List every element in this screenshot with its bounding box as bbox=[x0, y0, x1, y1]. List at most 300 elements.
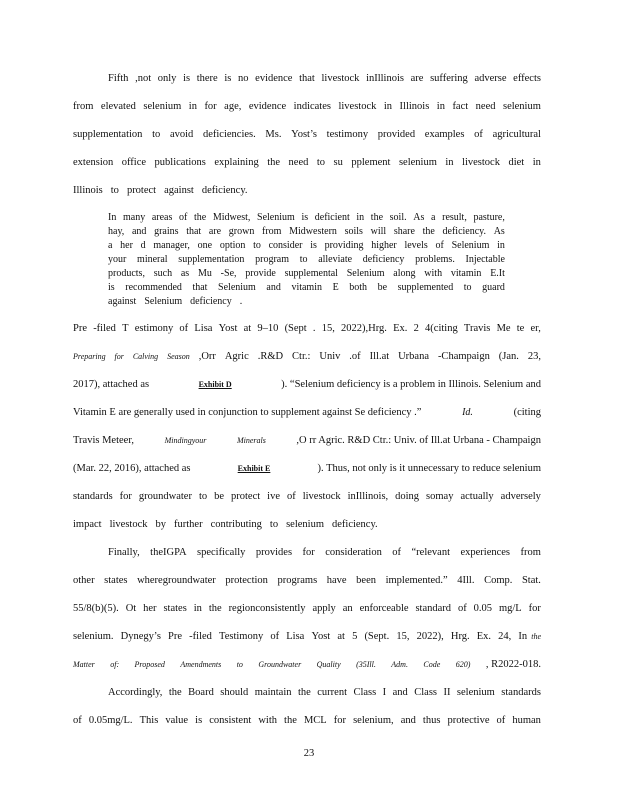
word: 15, bbox=[396, 631, 410, 642]
word: thus bbox=[422, 715, 441, 726]
word: 4(citing bbox=[425, 323, 458, 334]
word: her bbox=[143, 603, 157, 614]
word: Selenium bbox=[257, 212, 295, 223]
word: provide bbox=[245, 268, 276, 279]
word: current bbox=[317, 687, 347, 698]
word: of bbox=[457, 603, 467, 614]
word: suffering bbox=[430, 73, 468, 84]
word: her bbox=[120, 240, 133, 251]
word: deficiency. bbox=[201, 185, 248, 196]
word: avoid bbox=[169, 129, 194, 140]
paragraph-2-line-2 bbox=[73, 350, 541, 363]
word: As bbox=[413, 212, 425, 223]
word: Lisa bbox=[286, 631, 305, 642]
word: is bbox=[195, 715, 203, 726]
word: such bbox=[153, 268, 173, 279]
word: in bbox=[436, 101, 445, 112]
word: the bbox=[297, 687, 311, 698]
citation-title-word: Groundwater bbox=[258, 660, 302, 669]
blockquote-line-1 bbox=[108, 212, 505, 223]
word: the bbox=[284, 715, 297, 726]
text-fragment: 2017), attached as bbox=[73, 379, 150, 390]
word: to bbox=[110, 185, 119, 196]
word: deficiency. bbox=[332, 519, 378, 530]
word: provided bbox=[377, 129, 416, 140]
citation-title-word: Proposed bbox=[134, 660, 165, 669]
citation-title-word: Minerals bbox=[236, 436, 266, 445]
word: further bbox=[174, 519, 203, 530]
word: ,not bbox=[135, 73, 152, 84]
word: adversely bbox=[500, 491, 541, 502]
word: regionconsistently bbox=[228, 603, 306, 614]
word: livestock bbox=[462, 157, 500, 168]
blockquote-line-3 bbox=[108, 240, 505, 251]
word: need bbox=[475, 101, 496, 112]
word: levels bbox=[404, 240, 428, 251]
word: is bbox=[310, 240, 317, 251]
word: Selenium bbox=[346, 268, 385, 279]
word: fact bbox=[452, 101, 469, 112]
word: supplemented bbox=[397, 282, 454, 293]
word: This bbox=[139, 715, 159, 726]
word: deficiency bbox=[190, 296, 232, 307]
word: to bbox=[253, 240, 261, 251]
word: in bbox=[193, 603, 202, 614]
citation-word: -Champaign bbox=[437, 351, 490, 362]
word: wheregroundwater bbox=[137, 575, 216, 586]
paragraph-2-line-4 bbox=[73, 406, 541, 419]
word: of bbox=[179, 212, 188, 223]
paragraph-1-line-3 bbox=[73, 128, 541, 141]
word: . bbox=[312, 323, 316, 334]
word: for bbox=[333, 715, 347, 726]
word: In bbox=[108, 212, 117, 223]
word: be bbox=[377, 282, 388, 293]
word: deficiency bbox=[362, 254, 405, 265]
text-fragment bbox=[73, 630, 527, 643]
text-fragment: Vitamin E are generally used in conjunction to supplement against Se deficiency .” bbox=[73, 407, 422, 418]
citation-word: Agric bbox=[224, 351, 249, 362]
word: Ms. bbox=[265, 129, 282, 140]
word: As bbox=[493, 226, 505, 237]
word: Comp. bbox=[484, 575, 513, 586]
word: somay bbox=[426, 491, 454, 502]
word: standards bbox=[501, 687, 541, 698]
word: been bbox=[356, 575, 376, 586]
word: Injectable bbox=[465, 254, 505, 265]
paragraph-2-line-5 bbox=[73, 434, 541, 447]
word: enforceable bbox=[359, 603, 409, 614]
word: to bbox=[152, 129, 161, 140]
word: 4Ill. bbox=[457, 575, 475, 586]
word: that bbox=[192, 282, 208, 293]
word: inIllinois, bbox=[347, 491, 389, 502]
citation-word: Ill.at bbox=[369, 351, 390, 362]
paragraph-2-line-8 bbox=[73, 518, 541, 531]
word: with bbox=[424, 268, 443, 279]
word: are bbox=[208, 226, 222, 237]
word: In bbox=[518, 631, 528, 642]
word: of bbox=[179, 323, 189, 334]
word: -Se, bbox=[220, 268, 237, 279]
word: other bbox=[73, 575, 95, 586]
word: indicates bbox=[293, 101, 331, 112]
word: inIllinois bbox=[366, 73, 404, 84]
word: agricultural bbox=[492, 129, 541, 140]
word: human bbox=[512, 715, 541, 726]
word: many bbox=[122, 212, 146, 223]
paragraph-3-line-5 bbox=[73, 658, 541, 671]
text-fragment: (citing bbox=[513, 407, 541, 418]
word: livestock bbox=[321, 73, 360, 84]
paragraph-3-line-4 bbox=[73, 630, 541, 643]
word: is bbox=[108, 282, 115, 293]
word: T bbox=[122, 323, 129, 334]
citation-word: Urbana bbox=[398, 351, 429, 362]
word: an bbox=[342, 603, 353, 614]
word: livestock bbox=[338, 101, 377, 112]
word: a bbox=[108, 240, 113, 251]
blockquote-line-4 bbox=[108, 254, 505, 265]
word: E bbox=[332, 282, 339, 293]
word: (Sept. bbox=[364, 631, 390, 642]
word: theIGPA bbox=[150, 547, 187, 558]
word: protect bbox=[231, 491, 261, 502]
word: Yost bbox=[218, 323, 238, 334]
word: is bbox=[301, 212, 309, 223]
word: Ex. bbox=[476, 631, 492, 642]
word: ive bbox=[267, 491, 280, 502]
paragraph-2-line-3 bbox=[73, 378, 541, 391]
word: at bbox=[337, 631, 345, 642]
word: selenium, bbox=[353, 715, 394, 726]
word: d bbox=[140, 240, 146, 251]
word: from bbox=[73, 101, 94, 112]
word: mg/L bbox=[498, 603, 522, 614]
word: to bbox=[463, 282, 472, 293]
word: specifically bbox=[197, 547, 246, 558]
id-citation: Id. bbox=[462, 407, 473, 418]
word: su bbox=[333, 157, 343, 168]
word: “relevant bbox=[411, 547, 450, 558]
word: 0.05mg/L. bbox=[88, 715, 133, 726]
word: actually bbox=[460, 491, 494, 502]
paragraph-4-line-2 bbox=[73, 714, 541, 727]
word: groundwater bbox=[138, 491, 192, 502]
word: diet bbox=[508, 157, 525, 168]
word: livestock bbox=[302, 491, 341, 502]
citation-title-word: the bbox=[531, 632, 541, 641]
word: to bbox=[269, 519, 279, 530]
word: both bbox=[349, 282, 368, 293]
word: manager, bbox=[153, 240, 190, 251]
word: soils bbox=[344, 226, 363, 237]
paragraph-2-line-1 bbox=[73, 322, 541, 335]
word: Hrg. bbox=[450, 631, 470, 642]
word: recommended bbox=[125, 282, 182, 293]
word: programs bbox=[277, 575, 318, 586]
word: a bbox=[431, 212, 436, 223]
word: in bbox=[188, 101, 197, 112]
word: Ot bbox=[125, 603, 137, 614]
word: hay, bbox=[108, 226, 125, 237]
word: and bbox=[400, 715, 416, 726]
word: in bbox=[356, 212, 365, 223]
word: Accordingly, bbox=[108, 687, 163, 698]
citation-title-word: for bbox=[114, 352, 124, 361]
citation-word: .R&D bbox=[257, 351, 284, 362]
word: to bbox=[299, 254, 308, 265]
citation-title-word: Amendments bbox=[180, 660, 222, 669]
word: result, bbox=[442, 212, 467, 223]
exhibit-e-link[interactable]: Exhibit E bbox=[237, 464, 271, 473]
citation-title-word: of: bbox=[110, 660, 120, 669]
word: from bbox=[262, 226, 282, 237]
word: extension bbox=[73, 157, 114, 168]
word: in bbox=[497, 240, 505, 251]
word: the bbox=[194, 212, 207, 223]
word: Selenium bbox=[144, 296, 183, 307]
text-fragment: ). Thus, not only is it unnecessary to reduce selenium bbox=[317, 463, 541, 474]
citation-title-word: Mindingyour bbox=[164, 436, 207, 445]
word: and bbox=[392, 687, 408, 698]
word: the bbox=[370, 212, 384, 223]
word: evidence bbox=[248, 101, 287, 112]
word: selenium bbox=[143, 101, 182, 112]
word: for bbox=[302, 547, 315, 558]
citation-title-word: to bbox=[236, 660, 243, 669]
word: Stat. bbox=[521, 575, 541, 586]
word: livestock bbox=[109, 519, 148, 530]
word: selenium bbox=[286, 519, 324, 530]
word: te bbox=[516, 323, 525, 334]
word: deficient bbox=[314, 212, 350, 223]
word: and bbox=[131, 226, 147, 237]
word: your bbox=[108, 254, 127, 265]
word: examples bbox=[424, 129, 465, 140]
word: providing bbox=[324, 240, 364, 251]
word: 55/8(b)(5). bbox=[73, 603, 119, 614]
word: the bbox=[168, 687, 182, 698]
citation-word: 23, bbox=[527, 351, 541, 362]
citation-title-word: Calving bbox=[132, 352, 159, 361]
citation-title-word: Matter bbox=[73, 660, 95, 669]
word: share bbox=[393, 226, 415, 237]
blockquote-line-5 bbox=[108, 268, 505, 279]
paragraph-1-line-1 bbox=[108, 72, 541, 85]
citation-title-word: Preparing bbox=[73, 352, 106, 361]
word: mineral bbox=[137, 254, 168, 265]
word: I bbox=[382, 687, 387, 698]
word: (Sept bbox=[284, 323, 307, 334]
word: pplement bbox=[351, 157, 391, 168]
word: Board bbox=[188, 687, 214, 698]
word: grains bbox=[154, 226, 179, 237]
word: supplementation bbox=[178, 254, 245, 265]
paragraph-2-line-6 bbox=[73, 462, 541, 475]
word: MCL bbox=[303, 715, 327, 726]
exhibit-d-link[interactable]: Exhibit D bbox=[198, 380, 232, 389]
word: Midwest, bbox=[212, 212, 251, 223]
text-fragment: (Mar. 22, 2016), attached as bbox=[73, 463, 191, 474]
word: consider bbox=[268, 240, 303, 251]
word: selenium. bbox=[73, 631, 114, 642]
word: of bbox=[392, 547, 402, 558]
word: value bbox=[165, 715, 189, 726]
text-fragment: ). “Selenium deficiency is a problem in Illinois. Selenium and bbox=[281, 379, 541, 390]
word: program bbox=[255, 254, 289, 265]
word: is bbox=[183, 73, 191, 84]
word: elevated bbox=[100, 101, 136, 112]
word: to bbox=[316, 157, 326, 168]
word: Yost bbox=[311, 631, 331, 642]
word: Lisa bbox=[194, 323, 213, 334]
word: in bbox=[383, 101, 393, 112]
word: of bbox=[435, 240, 444, 251]
word: standards bbox=[73, 491, 113, 502]
word: 24, bbox=[498, 631, 512, 642]
word: Travis bbox=[463, 323, 491, 334]
word: Class bbox=[353, 687, 377, 698]
word: er, bbox=[530, 323, 541, 334]
word: Testimony bbox=[219, 631, 264, 642]
paragraph-1-line-2 bbox=[73, 100, 541, 113]
word: should bbox=[220, 687, 249, 698]
docket-number: , R2022-018. bbox=[485, 659, 541, 670]
word: estimony bbox=[134, 323, 174, 334]
word: with bbox=[258, 715, 277, 726]
word: as bbox=[180, 268, 190, 279]
paragraph-4-line-1 bbox=[108, 686, 541, 699]
word: Me bbox=[496, 323, 511, 334]
word: Yost’s bbox=[291, 129, 317, 140]
text-fragment: ,O rr Agric. R&D Ctr.: Univ. of Ill.at Urbana - Champaign bbox=[296, 435, 541, 446]
word: problems. bbox=[415, 254, 455, 265]
word: only bbox=[157, 73, 177, 84]
word: states bbox=[104, 575, 128, 586]
word: are bbox=[410, 73, 424, 84]
word: vitamin bbox=[450, 268, 482, 279]
word: in bbox=[445, 157, 454, 168]
citation-word: .of bbox=[349, 351, 361, 362]
word: products, bbox=[108, 268, 145, 279]
word: for bbox=[119, 491, 132, 502]
word: 9–10 bbox=[257, 323, 279, 334]
word: against bbox=[108, 296, 137, 307]
word: be bbox=[214, 491, 225, 502]
word: impact bbox=[73, 519, 102, 530]
word: office bbox=[121, 157, 147, 168]
word: the bbox=[208, 603, 222, 614]
paragraph-1-line-5 bbox=[73, 184, 541, 197]
word: Pre bbox=[168, 631, 183, 642]
word: 5 bbox=[352, 631, 358, 642]
word: in bbox=[532, 157, 541, 168]
word: Illinois bbox=[399, 101, 430, 112]
word: 0.05 bbox=[473, 603, 493, 614]
word: there bbox=[196, 73, 218, 84]
word: will bbox=[370, 226, 387, 237]
word: states bbox=[163, 603, 187, 614]
word: higher bbox=[371, 240, 397, 251]
word: deficiencies. bbox=[202, 129, 256, 140]
word: have bbox=[326, 575, 347, 586]
citation-word: ,Orr bbox=[198, 351, 216, 362]
word: consideration bbox=[325, 547, 382, 558]
paragraph-3-line-2 bbox=[73, 574, 541, 587]
blockquote-line-7 bbox=[108, 296, 505, 307]
word: evidence bbox=[255, 73, 293, 84]
word: alleviate bbox=[318, 254, 353, 265]
word: protection bbox=[225, 575, 268, 586]
word: along bbox=[393, 268, 416, 279]
word: no bbox=[238, 73, 249, 84]
word: protective bbox=[447, 715, 490, 726]
word: 2022),Hrg. bbox=[341, 323, 387, 334]
word: testimony bbox=[326, 129, 369, 140]
word: soil. bbox=[389, 212, 407, 223]
word: Dynegy’s bbox=[120, 631, 161, 642]
word: selenium bbox=[398, 157, 437, 168]
word: need bbox=[288, 157, 309, 168]
word: adverse bbox=[474, 73, 507, 84]
word: 2022), bbox=[416, 631, 444, 642]
word: pasture, bbox=[473, 212, 505, 223]
word: that bbox=[186, 226, 202, 237]
paragraph-1-line-4 bbox=[73, 156, 541, 169]
word: of bbox=[286, 491, 296, 502]
word: effects bbox=[513, 73, 541, 84]
word: II bbox=[443, 687, 451, 698]
word: Selenium bbox=[451, 240, 490, 251]
word: supplemental bbox=[284, 268, 338, 279]
word: by bbox=[155, 519, 166, 530]
word: implemented.” bbox=[385, 575, 448, 586]
word: is bbox=[224, 73, 232, 84]
word: Midwestern bbox=[289, 226, 337, 237]
citation-title-word: Adm. bbox=[391, 660, 408, 669]
word: provides bbox=[255, 547, 293, 558]
word: maintain bbox=[254, 687, 292, 698]
word: selenium bbox=[502, 101, 541, 112]
word: vitamin bbox=[291, 282, 322, 293]
citation-title-word: Season bbox=[167, 352, 190, 361]
word: . bbox=[239, 296, 243, 307]
word: 2 bbox=[413, 323, 419, 334]
word: -filed bbox=[189, 631, 212, 642]
word: apply bbox=[312, 603, 336, 614]
word: supplementation bbox=[73, 129, 143, 140]
word: for bbox=[204, 101, 217, 112]
word: Fifth bbox=[108, 73, 129, 84]
word: contributing bbox=[210, 519, 262, 530]
word: areas bbox=[151, 212, 173, 223]
word: that bbox=[299, 73, 315, 84]
word: the bbox=[267, 157, 281, 168]
citation-title-word: 620) bbox=[455, 660, 471, 669]
word: Class bbox=[414, 687, 437, 698]
word: explaining bbox=[214, 157, 259, 168]
word: Finally, bbox=[108, 547, 140, 558]
word: protect bbox=[126, 185, 157, 196]
word: doing bbox=[395, 491, 420, 502]
word: -filed bbox=[93, 323, 116, 334]
word: one bbox=[197, 240, 213, 251]
word: grown bbox=[228, 226, 255, 237]
word: Mu bbox=[197, 268, 212, 279]
word: selenium bbox=[456, 687, 495, 698]
blockquote-line-6 bbox=[108, 282, 505, 293]
